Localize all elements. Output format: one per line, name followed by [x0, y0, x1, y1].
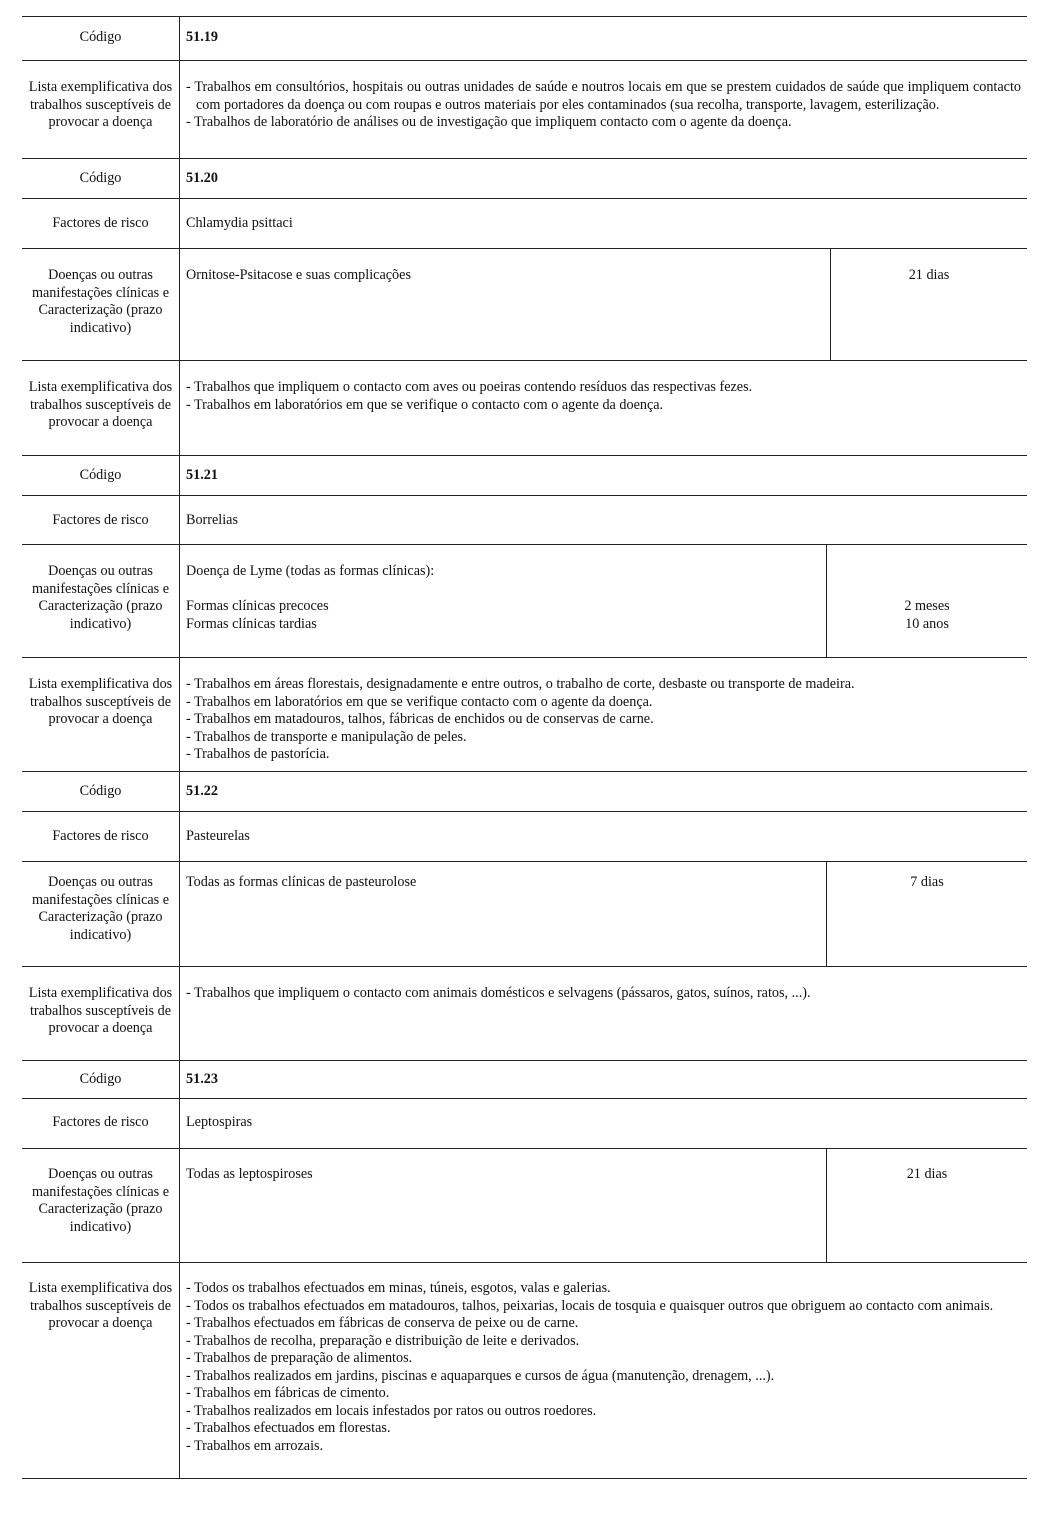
code-row [22, 1060, 1027, 1098]
works-label: Lista exemplificativa dos trabalhos susceptíveis de provocar a doença [22, 658, 180, 771]
term-form: 10 anos [905, 615, 949, 632]
disease-value: Ornitose-Psitacose e suas complicações [180, 249, 831, 360]
code-label: Código [22, 772, 180, 811]
disease-intro: Doença de Lyme (todas as formas clínicas): [186, 563, 435, 579]
disease-form: Formas clínicas tardias [186, 615, 317, 632]
work-item: - Trabalhos em áreas florestais, designadamente e entre outros, o trabalho de corte, desbaste ou transporte de madeira. [186, 676, 1021, 694]
term-value: 21 dias [906, 1166, 948, 1182]
works-row [22, 360, 1027, 455]
term-value [827, 545, 1027, 657]
disease-value [180, 545, 827, 657]
work-item: - Trabalhos em arrozais. [186, 1438, 1021, 1456]
works-row [22, 657, 1027, 771]
work-item: - Trabalhos em laboratórios em que se verifique contacto com o agente da doença. [186, 694, 1021, 712]
work-item: - Trabalhos em consultórios, hospitais ou outras unidades de saúde e noutros locais em que se prestem cuidados de saúde que impliquem contacto com portadores da doença ou com roupas e outros materiais por eles contaminados (sua recolha, transporte, lavagem, esterilização. [186, 79, 1021, 114]
work-item: - Trabalhos realizados em locais infestados por ratos ou outros roedores. [186, 1403, 1021, 1421]
code-value: 51.20 [186, 170, 218, 186]
works-label: Lista exemplificativa dos trabalhos susceptíveis de provocar a doença [22, 967, 180, 1060]
work-item: - Trabalhos de transporte e manipulação de peles. [186, 729, 1021, 747]
work-item: - Trabalhos em laboratórios em que se verifique o contacto com o agente da doença. [186, 397, 1021, 415]
factor-label: Factores de risco [22, 496, 180, 544]
work-item: - Trabalhos efectuados em florestas. [186, 1420, 1021, 1438]
disease-row [22, 1148, 1027, 1262]
works-label: Lista exemplificativa dos trabalhos susceptíveis de provocar a doença [22, 1263, 180, 1478]
code-row [22, 455, 1027, 495]
work-item: - Todos os trabalhos efectuados em minas, túneis, esgotos, valas e galerias. [186, 1280, 1021, 1298]
disease-label: Doenças ou outras manifestações clínicas e Caracterização (prazo indicativo) [22, 545, 180, 657]
factor-row [22, 495, 1027, 544]
disease-form: Formas clínicas precoces [186, 598, 329, 614]
works-list [180, 967, 1027, 1060]
factor-value: Borrelias [186, 512, 239, 528]
term-form: 2 meses [904, 598, 950, 614]
works-list [180, 658, 1027, 771]
disease-label: Doenças ou outras manifestações clínicas e Caracterização (prazo indicativo) [22, 862, 180, 966]
disease-table [22, 16, 1027, 1479]
works-label: Lista exemplificativa dos trabalhos susceptíveis de provocar a doença [22, 61, 180, 158]
work-item: - Trabalhos em fábricas de cimento. [186, 1385, 1021, 1403]
works-list [180, 361, 1027, 455]
disease-value: Todas as leptospiroses [180, 1149, 827, 1262]
factor-label: Factores de risco [22, 1099, 180, 1148]
factor-value: Pasteurelas [186, 828, 250, 844]
works-row [22, 966, 1027, 1060]
disease-row [22, 248, 1027, 360]
disease-value: Todas as formas clínicas de pasteurolose [180, 862, 827, 966]
work-item: - Trabalhos de recolha, preparação e distribuição de leite e derivados. [186, 1333, 1021, 1351]
factor-label: Factores de risco [22, 812, 180, 861]
code-label: Código [22, 456, 180, 495]
work-item: - Trabalhos que impliquem o contacto com animais domésticos e selvagens (pássaros, gatos, suínos, ratos, ...). [186, 985, 1021, 1003]
work-item: - Trabalhos de laboratório de análises ou de investigação que impliquem contacto com o agente da doença. [186, 114, 1021, 132]
factor-row [22, 811, 1027, 861]
work-item: - Trabalhos realizados em jardins, piscinas e aquaparques e cursos de água (manutenção, drenagem, ...). [186, 1368, 1021, 1386]
code-row [22, 158, 1027, 198]
code-value: 51.21 [186, 467, 218, 483]
disease-row [22, 861, 1027, 966]
factor-label: Factores de risco [22, 199, 180, 248]
works-label: Lista exemplificativa dos trabalhos susceptíveis de provocar a doença [22, 361, 180, 455]
disease-label: Doenças ou outras manifestações clínicas e Caracterização (prazo indicativo) [22, 249, 180, 360]
code-label: Código [22, 17, 180, 60]
works-row [22, 60, 1027, 158]
disease-label: Doenças ou outras manifestações clínicas e Caracterização (prazo indicativo) [22, 1149, 180, 1262]
work-item: - Trabalhos de preparação de alimentos. [186, 1350, 1021, 1368]
factor-row [22, 198, 1027, 248]
work-item: - Todos os trabalhos efectuados em matadouros, talhos, peixarias, locais de tosquia e quaisquer outros que obriguem ao contacto com animais. [186, 1298, 1021, 1316]
code-value: 51.19 [186, 29, 218, 45]
work-item: - Trabalhos efectuados em fábricas de conserva de peixe ou de carne. [186, 1315, 1021, 1333]
works-list [180, 61, 1027, 158]
work-item: - Trabalhos em matadouros, talhos, fábricas de enchidos ou de conservas de carne. [186, 711, 1021, 729]
code-row [22, 16, 1027, 60]
code-label: Código [22, 159, 180, 198]
work-item: - Trabalhos que impliquem o contacto com aves ou poeiras contendo resíduos das respectivas fezes. [186, 379, 1021, 397]
disease-row [22, 544, 1027, 657]
factor-value: Leptospiras [186, 1114, 253, 1130]
code-row [22, 771, 1027, 811]
work-item: - Trabalhos de pastorícia. [186, 746, 1021, 764]
code-label: Código [22, 1061, 180, 1098]
works-row [22, 1262, 1027, 1479]
term-value: 21 dias [908, 267, 950, 283]
works-list [180, 1263, 1027, 1478]
code-value: 51.23 [186, 1071, 218, 1087]
term-value: 7 dias [910, 874, 944, 890]
factor-row [22, 1098, 1027, 1148]
factor-value: Chlamydia psittaci [186, 215, 293, 231]
code-value: 51.22 [186, 783, 218, 799]
